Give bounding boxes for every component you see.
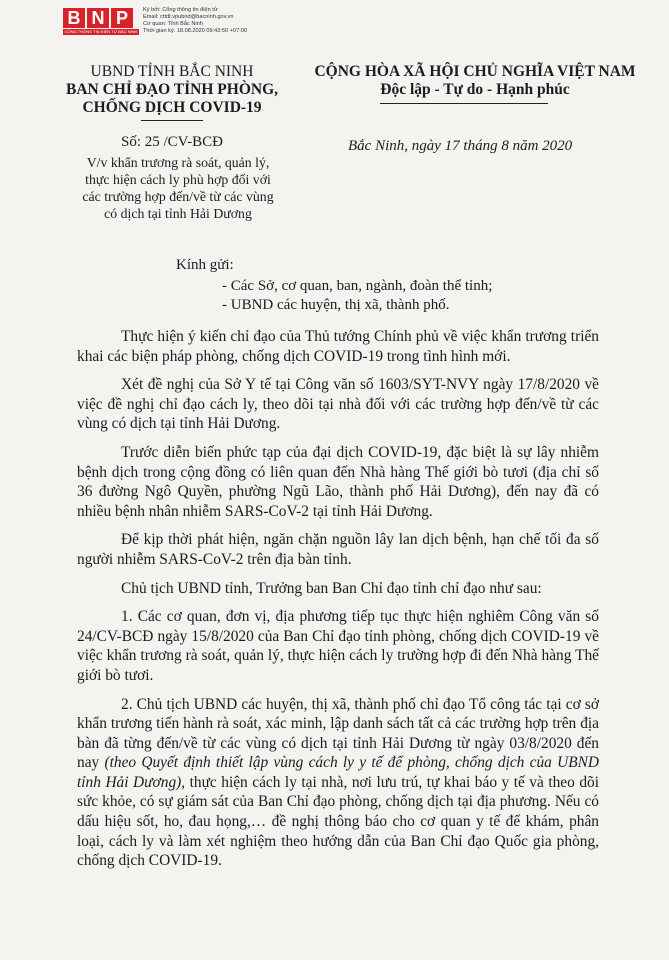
logo-subtitle: CỔNG THÔNG TIN ĐIỆN TỬ BẮC NINH — [64, 29, 138, 34]
signature-time: Thời gian ký: 18.08.2020 09:43:50 +07:00 — [143, 28, 247, 34]
motto-underline — [380, 103, 548, 104]
body-paragraph — [77, 695, 599, 871]
logo-letter: N — [87, 8, 109, 28]
body-paragraph: Trước diễn biến phức tạp của đại dịch COVID-19, đặc biệt là sự lây nhiễm bệnh dịch trong cộng đồng có liên quan đến Nhà hàng Thế giới bò tươi (địa chỉ số 36 đường Ngô Quyền, phường Ngũ Lão, thành phố Hải Dương), đến nay đã có nhiều bệnh nhân nhiễm SARS-CoV-2 tại tỉnh Hải Dương. — [77, 443, 599, 520]
country-name: CỘNG HÒA XÃ HỘI CHỦ NGHĨA VIỆT NAM — [314, 63, 636, 80]
recipient-item: - UBND các huyện, thị xã, thành phố. — [222, 297, 450, 313]
logo-letter: B — [63, 8, 85, 28]
body-paragraph: Xét đề nghị của Sở Y tế tại Công văn số 1603/SYT-NVY ngày 17/8/2020 về việc đề nghị chỉ đạo cách ly, theo dõi tại nhà đối với các trường hợp đến/về từ các vùng có dịch tại tỉnh Hải Dương. — [77, 376, 599, 433]
motto: Độc lập - Tự do - Hạnh phúc — [380, 81, 570, 98]
subject-line: V/v khẩn trương rà soát, quản lý, — [86, 155, 270, 170]
authority-name-line2: CHỐNG DỊCH COVID-19 — [82, 99, 262, 116]
signature-email: Email: cttdt.vpubnd@bacninh.gov.vn — [143, 14, 234, 20]
body-paragraph: Để kịp thời phát hiện, ngăn chặn nguồn lây lan dịch bệnh, hạn chế tối đa số người nhiễm SARS-CoV-2 trên địa bàn tỉnh. — [77, 531, 599, 568]
document-body — [77, 327, 599, 880]
signature-signer: Ký bởi: Cổng thông tin điện tử — [143, 7, 218, 13]
paragraph-italic-reference: (theo Quyết định thiết lập vùng cách ly y tế để phòng, chống dịch của UBND tỉnh Hải Dương) — [77, 754, 599, 791]
subject-line: thực hiện cách ly phù hợp đối với — [85, 172, 271, 187]
recipient-item: - Các Sở, cơ quan, ban, ngành, đoàn thể tỉnh; — [222, 278, 493, 294]
document-number: Số: 25 /CV-BCĐ — [121, 134, 223, 150]
subject-line: các trường hợp đến/về từ các vùng — [82, 189, 274, 204]
bnp-logo — [63, 8, 139, 35]
subject-line: có dịch tại tỉnh Hải Dương — [104, 206, 252, 221]
body-paragraph: 1. Các cơ quan, đơn vị, địa phương tiếp tục thực hiện nghiêm Công văn số 24/CV-BCĐ ngày 15/8/2020 của Ban Chỉ đạo tỉnh phòng, chống dịch COVID-19 về việc khẩn trương rà soát, quản lý, thực hiện cách ly trường hợp đi đến Nhà hàng Thế giới bò tươi. — [77, 608, 599, 684]
authority-underline — [141, 120, 203, 121]
body-paragraph: Thực hiện ý kiến chỉ đạo của Thủ tướng Chính phủ về việc khẩn trương triển khai các biện pháp phòng, chống dịch COVID-19 trong tình hình mới. — [77, 328, 599, 365]
recipients-list — [222, 277, 492, 315]
document-subject — [72, 154, 284, 222]
recipients-label: Kính gửi: — [176, 257, 234, 273]
national-motto — [290, 63, 660, 99]
logo-letter: P — [111, 8, 133, 28]
authority-parent: UBND TỈNH BẮC NINH — [90, 63, 254, 80]
issuing-authority — [58, 63, 286, 117]
authority-name-line1: BAN CHỈ ĐẠO TỈNH PHÒNG, — [66, 81, 278, 98]
signature-agency: Cơ quan: Tỉnh Bắc Ninh — [143, 21, 203, 27]
digital-signature-info — [143, 7, 247, 35]
issue-date: Bắc Ninh, ngày 17 tháng 8 năm 2020 — [348, 138, 573, 154]
paragraph-text: , thực hiện cách ly tại nhà, nơi lưu trú, tự khai báo y tế và theo dõi sức khỏe, có sự giám sát của Ban Chỉ đạo phòng, chống dịch tại địa phương. Nếu có dấu hiệu sốt, ho, đau họng,… đề nghị thông báo cho cơ quan y tế để khám, phân loại, cách ly và làm xét nghiệm theo hướng dẫn của Ban Chỉ đạo Quốc gia phòng, chống dịch COVID-19. — [77, 773, 599, 870]
paragraph-text: 2. Chủ tịch UBND các huyện, thị xã, thành phố chỉ đạo Tổ công tác tại cơ sở khẩn trương tiến hành rà soát, xác minh, lập danh sách tất cả các trường hợp trên địa bàn đã từng đến/về từ các vùng có dịch tại tỉnh Hải Dương từ ngày 03/8/2020 đến nay — [77, 695, 599, 772]
logo-letters — [63, 8, 139, 28]
body-paragraph: Chủ tịch UBND tỉnh, Trưởng ban Ban Chỉ đạo tỉnh chỉ đạo như sau: — [121, 579, 542, 597]
